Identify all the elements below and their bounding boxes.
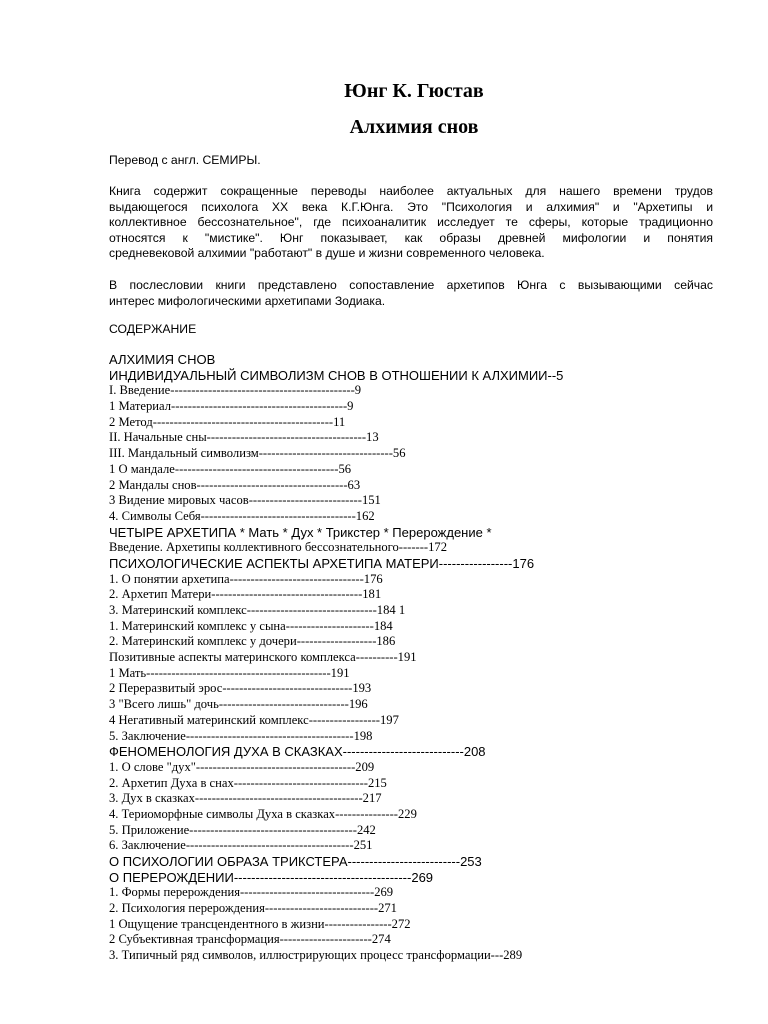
toc-section-heading: ПСИХОЛОГИЧЕСКИЕ АСПЕКТЫ АРХЕТИПА МАТЕРИ-----------------176 xyxy=(109,555,535,571)
toc-section-heading: ЧЕТЫРЕ АРХЕТИПА * Мать * Дух * Трикстер * Перерождение * xyxy=(109,524,492,540)
description-line: Книга содержит сокращенные переводы наиболее актуальных для нашего времени трудов xyxy=(109,184,713,198)
translation-note-text: Перевод с англ. СЕМИРЫ. xyxy=(109,153,261,167)
toc-entry: 1 Ощущение трансцендентного в жизни----------------272 xyxy=(109,916,411,931)
toc-entry: 4. Символы Себя-------------------------------------162 xyxy=(109,508,375,523)
table-of-contents xyxy=(109,352,729,964)
book-title: Алхимия снов xyxy=(349,116,479,138)
toc-entry: II. Начальные сны--------------------------------------13 xyxy=(109,430,379,445)
description-line: средневековой алхимии "работают" в душе и жизни современного человека. xyxy=(109,246,545,260)
toc-entry: 3. Типичный ряд символов, иллюстрирующих процесс трансформации---289 xyxy=(109,948,523,963)
toc-entry: 3. Материнский комплекс-------------------------------184 1 xyxy=(109,603,406,617)
afterword-paragraph xyxy=(109,278,713,309)
toc-section-heading: О ПЕРЕРОЖДЕНИИ-----------------------------------------269 xyxy=(109,869,434,885)
toc-entry: 5. Заключение----------------------------------------198 xyxy=(109,728,373,743)
toc-entry: 2. Материнский комплекс у дочери-------------------186 xyxy=(109,634,396,649)
contents-heading xyxy=(109,322,713,338)
toc-section-heading: ИНДИВИДУАЛЬНЫЙ СИМВОЛИЗМ СНОВ В ОТНОШЕНИИ К АЛХИМИИ--5 xyxy=(109,367,564,383)
author-title: Юнг К. Гюстав xyxy=(344,80,484,102)
toc-entry: 1 Материал------------------------------------------9 xyxy=(109,399,354,414)
toc-entry: Позитивные аспекты материнского комплекса----------191 xyxy=(109,650,417,665)
toc-section-heading: АЛХИМИЯ СНОВ xyxy=(109,352,216,367)
toc-entry: I. Введение--------------------------------------------9 xyxy=(109,383,362,398)
toc-entry: 1. Материнский комплекс у сына---------------------184 xyxy=(109,618,393,633)
toc-entry: Введение. Архетипы коллективного бессознательного-------172 xyxy=(109,540,448,555)
toc-entry: 4. Териоморфные символы Духа в сказках---------------229 xyxy=(109,806,417,821)
toc-entry: 1 Мать--------------------------------------------191 xyxy=(109,665,350,680)
toc-entry: 5. Приложение----------------------------------------242 xyxy=(109,822,376,837)
afterword-line: интерес мифологическими архетипами Зодиака. xyxy=(109,293,386,308)
contents-heading-text: СОДЕРЖАНИЕ xyxy=(109,322,197,336)
description-line: выдающегося психолога XX века К.Г.Юнга. Это "Психология и алхимия" и "Архетипы и xyxy=(109,199,713,214)
toc-entry: 1. О слове "дух"--------------------------------------209 xyxy=(109,759,375,774)
toc-entry: 2 Мандалы снов------------------------------------63 xyxy=(109,477,361,492)
toc-section-heading: ФЕНОМЕНОЛОГИЯ ДУХА В СКАЗКАХ----------------------------208 xyxy=(109,744,486,760)
toc-entry: 2 Субъективная трансформация----------------------274 xyxy=(109,932,391,947)
toc-entry: 1 О мандале---------------------------------------56 xyxy=(109,461,352,476)
toc-entry: III. Мандальный символизм--------------------------------56 xyxy=(109,446,406,461)
toc-entry: 3 "Всего лишь" дочь-------------------------------196 xyxy=(109,697,368,712)
toc-entry: 2. Архетип Матери------------------------------------181 xyxy=(109,587,382,602)
description-paragraph xyxy=(109,184,713,262)
toc-entry: 1. Формы перерождения--------------------------------269 xyxy=(109,885,394,900)
description-line: относятся к "мистике". Юнг показывает, как образы древней мифологии и понятия xyxy=(109,230,713,245)
toc-entry: 6. Заключение----------------------------------------251 xyxy=(109,838,373,853)
toc-section-heading: О ПСИХОЛОГИИ ОБРАЗА ТРИКСТЕРА--------------------------253 xyxy=(109,854,482,869)
afterword-line: В послесловии книги представлено сопоставление архетипов Юнга с вызывающими сейчас xyxy=(109,278,713,292)
toc-entry: 3. Дух в сказках----------------------------------------217 xyxy=(109,791,382,806)
translation-note xyxy=(109,153,713,169)
description-line: коллективное бессознательное", где психоаналитик исследует те сферы, которые традиционно xyxy=(109,215,713,229)
toc-entry: 2. Психология перерождения---------------------------271 xyxy=(109,901,397,916)
toc-entry: 2 Метод-------------------------------------------11 xyxy=(109,414,346,429)
toc-entry: 2. Архетип Духа в снах--------------------------------215 xyxy=(109,775,387,790)
toc-entry: 2 Переразвитый эрос-------------------------------193 xyxy=(109,681,372,696)
toc-entry: 4 Негативный материнский комплекс-----------------197 xyxy=(109,712,399,727)
toc-entry: 1. О понятии архетипа--------------------------------176 xyxy=(109,571,383,586)
toc-entry: 3 Видение мировых часов---------------------------151 xyxy=(109,493,381,508)
